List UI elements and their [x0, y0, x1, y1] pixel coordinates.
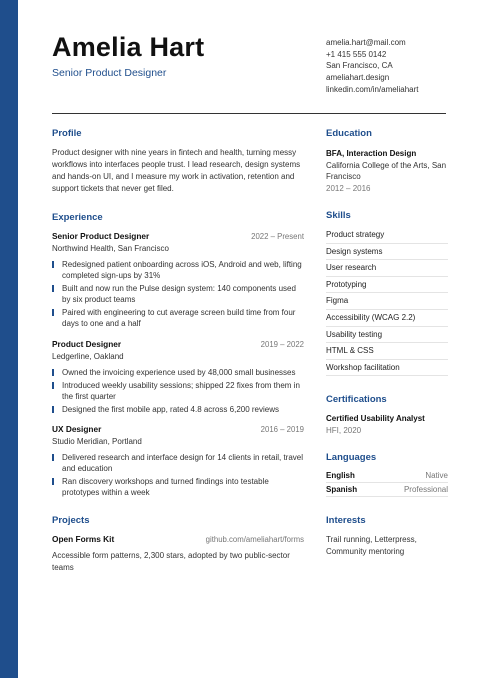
education-degree: BFA, Interaction Design [326, 149, 417, 158]
skill-item: Design systems [326, 244, 448, 261]
contact-linkedin[interactable]: linkedin.com/in/ameliahart [326, 84, 419, 94]
contact-email[interactable]: amelia.hart@mail.com [326, 38, 406, 47]
skill-item: Product strategy [326, 227, 448, 244]
certifications-heading: Certifications [326, 394, 387, 406]
language-name: English [326, 471, 355, 481]
skill-item: HTML & CSS [326, 343, 448, 360]
job-bullets [52, 259, 304, 330]
job-dates: 2016 – 2019 [260, 424, 304, 434]
job-dates: 2019 – 2022 [260, 339, 304, 349]
job-org: Northwind Health, San Francisco [52, 244, 169, 253]
project-name: Open Forms Kit [52, 533, 115, 544]
bullet-marker [52, 309, 54, 316]
contact-phone[interactable]: +1 415 555 0142 [326, 49, 387, 59]
header-divider [52, 113, 446, 114]
contact-website[interactable]: ameliahart.design [326, 73, 390, 83]
job-entry [52, 339, 304, 415]
project-entry [52, 534, 304, 574]
skill-item: Usability testing [326, 327, 448, 344]
job-bullet: Introduced weekly usability sessions; shipped 22 fixes from them in the first quarter [52, 380, 304, 403]
language-level: Professional [403, 485, 448, 495]
interests-heading: Interests [326, 515, 366, 527]
languages-list [326, 469, 448, 497]
main-column [52, 128, 304, 574]
skill-item: Accessibility (WCAG 2.2) [326, 310, 448, 327]
skill-item: User research [326, 260, 448, 277]
language-item [326, 483, 448, 497]
language-level: Native [425, 471, 448, 481]
accent-sidebar-bar [0, 0, 18, 678]
certification-name: Certified Usability Analyst [326, 414, 425, 424]
language-item [326, 469, 448, 483]
job-title: Product Designer [52, 338, 122, 349]
job-bullets [52, 452, 304, 499]
candidate-title: Senior Product Designer [52, 67, 167, 79]
contact-block [326, 37, 448, 95]
skill-item: Prototyping [326, 277, 448, 294]
experience-heading: Experience [52, 212, 103, 223]
bullet-marker [52, 285, 54, 292]
education-years: 2012 – 2016 [326, 183, 371, 193]
job-org: Studio Meridian, Portland [52, 436, 142, 446]
job-bullet: Designed the first mobile app, rated 4.8 across 6,200 reviews [52, 404, 304, 415]
skills-heading: Skills [326, 210, 351, 221]
interests-text: Trail running, Letterpress, Community mentoring [326, 535, 417, 556]
skill-item: Figma [326, 293, 448, 310]
languages-heading: Languages [326, 452, 377, 464]
bullet-marker [52, 369, 54, 376]
skills-list [326, 227, 448, 376]
bullet-marker [52, 406, 54, 413]
job-entry [52, 424, 304, 499]
job-title: Senior Product Designer [52, 231, 150, 241]
education-school: California College of the Arts, San Francisco [326, 160, 447, 181]
job-bullet: Redesigned patient onboarding across iOS, Android and web, lifting completed sign-ups by 31% [52, 259, 304, 282]
job-org: Ledgerline, Oakland [52, 351, 124, 361]
profile-text: Product designer with nine years in fintech and health, turning messy workflows into interfaces people trust. I lead research, design systems and hands-on UI, and I measure my work in activation, retention and support tickets that never get filed. [52, 148, 301, 193]
job-bullets [52, 367, 304, 415]
side-column [326, 128, 448, 557]
job-title: UX Designer [52, 423, 102, 434]
bullet-marker [52, 261, 54, 268]
language-name: Spanish [326, 485, 358, 495]
candidate-name: Amelia Hart [52, 32, 205, 62]
projects-heading: Projects [52, 514, 90, 526]
job-dates: 2022 – Present [251, 232, 304, 241]
job-bullet: Delivered research and interface design for 14 clients in retail, travel and education [52, 452, 304, 475]
job-bullet: Owned the invoicing experience used by 48,000 small businesses [52, 367, 304, 378]
education-heading: Education [326, 128, 372, 139]
job-bullet: Built and now run the Pulse design system: 140 components used by six product teams [52, 283, 304, 306]
job-bullet: Ran discovery workshops and turned findings into testable prototypes within a week [52, 476, 304, 499]
certification-detail: HFI, 2020 [326, 425, 362, 435]
bullet-marker [52, 454, 54, 461]
job-bullet: Paired with engineering to cut average screen build time from four days to one and a half [52, 307, 304, 330]
contact-location: San Francisco, CA [326, 61, 393, 71]
project-description: Accessible form patterns, 2,300 stars, adopted by two public-sector teams [52, 550, 290, 572]
profile-heading: Profile [52, 128, 82, 139]
skill-item: Workshop facilitation [326, 360, 448, 377]
bullet-marker [52, 478, 54, 485]
project-link[interactable]: github.com/ameliahart/forms [205, 534, 304, 544]
bullet-marker [52, 382, 54, 389]
job-entry [52, 231, 304, 330]
resume-page [52, 0, 446, 678]
